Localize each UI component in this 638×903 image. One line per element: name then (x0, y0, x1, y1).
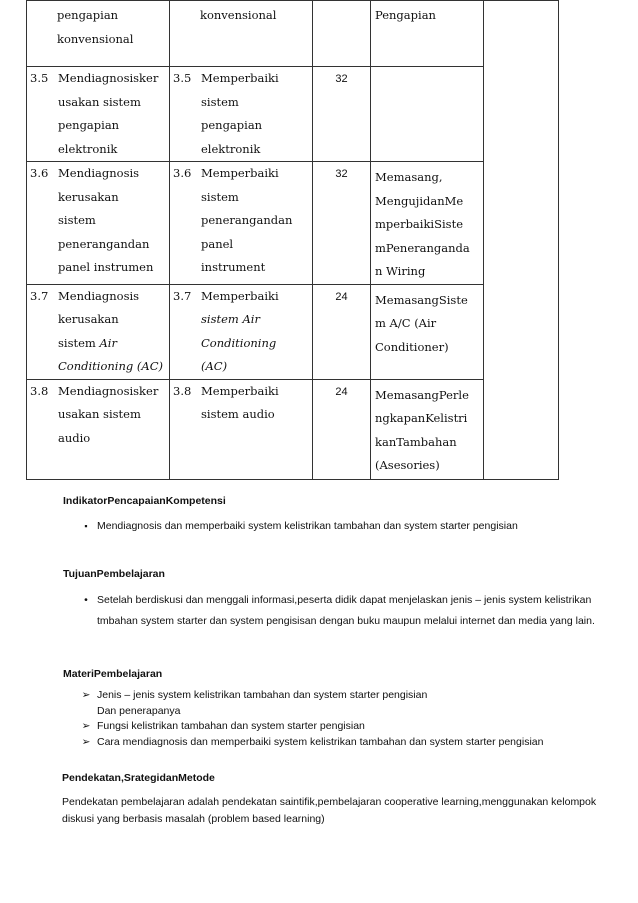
jp-value: 24 (335, 290, 348, 303)
cell-line: pengapian (201, 118, 263, 132)
cell-line: m A/C (Air (375, 316, 437, 330)
cell-line: Memasang, (375, 170, 443, 184)
extra-column-cell (484, 1, 559, 480)
list-item (75, 688, 623, 719)
kd-number: 3.5 (30, 71, 49, 85)
table-row (27, 162, 559, 285)
list-item (63, 590, 623, 632)
kd4-cell (170, 284, 313, 379)
cell-line: n Wiring (375, 264, 426, 278)
jp-cell (313, 1, 371, 67)
cell-line-italic: Conditioning (AC) (58, 359, 163, 373)
kd3-cell (27, 284, 170, 379)
list-item (75, 719, 623, 735)
jp-cell (313, 379, 371, 479)
cell-line: kerusakan (58, 312, 119, 326)
cell-line: MemasangSiste (375, 292, 468, 307)
kd-number: 3.6 (173, 166, 192, 180)
jp-value: 32 (335, 168, 348, 180)
cell-line: mPeneranganda (375, 240, 470, 255)
paragraph-line: Pendekatan pembelajaran adalah pendekatan saintifik,pembelajaran cooperative learning,menggunakan kelompok (62, 796, 597, 808)
arrow-bullet-icon: ➢ (81, 689, 91, 701)
jp-cell (313, 67, 371, 162)
cell-line: Conditioner) (375, 339, 449, 354)
kd4-cell (170, 1, 313, 67)
cell-line: sistem (201, 94, 239, 109)
table-row (27, 1, 559, 67)
cell-line: panel (201, 236, 234, 251)
jp-value: 32 (335, 73, 348, 85)
kd4-cell (170, 379, 313, 479)
cell-line: Memperbaiki (201, 288, 279, 303)
kd3-cell (27, 162, 170, 285)
list-item-text: Dan penerapanya (97, 704, 181, 717)
cell-line: kerusakan (58, 189, 119, 204)
kd4-cell (170, 162, 313, 285)
materi-cell (371, 162, 484, 285)
cell-line-italic: Air (99, 335, 117, 350)
materi-cell (371, 67, 484, 162)
section-heading: IndikatorPencapaianKompetensi (63, 495, 226, 507)
cell-line: Pengapian (375, 8, 436, 22)
section-heading: MateriPembelajaran (63, 668, 163, 680)
cell-line: Memperbaiki (201, 166, 279, 180)
cell-line: MengujidanMe (375, 193, 464, 208)
materi-cell (371, 1, 484, 67)
square-bullet-icon: ▪ (84, 521, 88, 531)
cell-line: (Asesories) (375, 458, 440, 472)
kd-number: 3.5 (173, 71, 192, 85)
list-item-text: Setelah berdiskusi dan menggali informasi,peserta didik dapat menjelaskan jenis – jenis system kelistrikan (97, 594, 592, 606)
table-row (27, 284, 559, 379)
cell-line: Mendiagnosisker (58, 71, 159, 85)
cell-line: panel instrumen (58, 260, 154, 274)
kd-number: 3.8 (173, 383, 192, 398)
cell-line: elektronik (201, 141, 261, 156)
cell-line: konvensional (57, 31, 134, 46)
list-item-text: Cara mendiagnosis dan memperbaiki system kelistrikan tambahan dan system starter pengisian (97, 735, 544, 748)
jp-cell (313, 162, 371, 285)
cell-line-mixed (58, 355, 167, 379)
materi-cell (371, 379, 484, 479)
kd-number: 3.6 (30, 166, 49, 180)
table-row (27, 379, 559, 479)
competency-table (26, 0, 559, 480)
section-heading: TujuanPembelajaran (63, 568, 165, 580)
cell-line-italic: Conditioning (201, 335, 277, 350)
section-heading: Pendekatan,SrategidanMetode (62, 772, 215, 784)
list-item-text: Fungsi kelistrikan tambahan dan system starter pengisian (97, 720, 365, 732)
cell-line: pengapian (58, 118, 120, 132)
materi-section (63, 668, 623, 750)
kd-number: 3.7 (173, 288, 192, 303)
cell-line: instrument (201, 260, 266, 274)
pendekatan-section (62, 772, 622, 828)
tujuan-section (63, 568, 623, 632)
list-item-text: tmbahan system starter dan system pengisisan dengan buku maupun melalui internet dan media yang lain. (97, 615, 595, 627)
list-item-text: Mendiagnosis dan memperbaiki system kelistrikan tambahan dan system starter pengisian (97, 520, 518, 532)
jp-cell (313, 284, 371, 379)
kd3-cell (27, 67, 170, 162)
cell-line: Memperbaiki (201, 383, 279, 398)
cell-line-mixed (58, 332, 167, 356)
cell-line: ngkapanKelistri (375, 411, 468, 425)
arrow-bullet-icon: ➢ (81, 720, 91, 732)
cell-line: usakan sistem (58, 407, 141, 421)
cell-line: sistem audio (201, 407, 275, 421)
kd3-cell (27, 379, 170, 479)
cell-line: usakan sistem (58, 94, 141, 109)
kd4-cell (170, 67, 313, 162)
cell-line: Mendiagnosis (58, 288, 140, 303)
materi-cell (371, 284, 484, 379)
list-item-text: Jenis – jenis system kelistrikan tambahan dan system starter pengisian (97, 689, 428, 701)
kd-number: 3.7 (30, 288, 49, 303)
cell-line-italic: sistem Air (201, 312, 260, 326)
cell-line: MemasangPerle (375, 387, 469, 402)
cell-line: sistem (201, 189, 239, 204)
kd-number: 3.8 (30, 383, 49, 398)
cell-line: mperbaikiSiste (375, 217, 463, 231)
jp-value (313, 1, 370, 3)
cell-line: audio (58, 430, 91, 445)
cell-line: pengapian (57, 8, 119, 22)
list-item (63, 517, 623, 536)
list-item (75, 735, 623, 751)
cell-line-italic: (AC) (201, 359, 228, 373)
cell-line: penerangandan (58, 236, 150, 251)
cell-line: konvensional (200, 8, 277, 22)
cell-line: Mendiagnosis (58, 166, 140, 180)
dot-bullet-icon: • (84, 594, 88, 606)
table-row (27, 67, 559, 162)
cell-line: Memperbaiki (201, 71, 279, 85)
paragraph-line: diskusi yang berbasis masalah (problem based learning) (62, 813, 325, 825)
kd3-cell (27, 1, 170, 67)
cell-line: sistem (58, 335, 100, 350)
indikator-section (63, 495, 623, 536)
cell-line: sistem (58, 213, 96, 227)
cell-line: kanTambahan (375, 434, 457, 449)
cell-line: elektronik (58, 141, 118, 156)
arrow-bullet-icon: ➢ (81, 735, 91, 748)
jp-value: 24 (335, 385, 348, 398)
cell-line: Mendiagnosisker (58, 383, 159, 398)
cell-line: penerangandan (201, 213, 293, 227)
